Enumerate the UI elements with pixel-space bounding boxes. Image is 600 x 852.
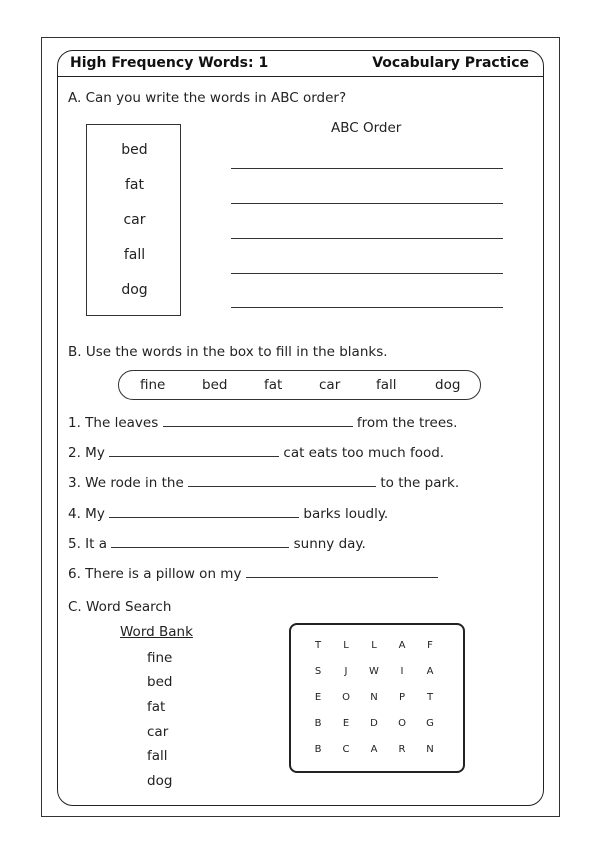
word-box-item: dog [121,282,148,298]
sentence-3: 3. We rode in the to the park. [68,475,460,491]
grid-letter[interactable]: B [314,718,322,729]
grid-letter[interactable]: N [426,744,434,755]
abc-answer-line[interactable] [231,203,503,204]
sentence-2: 2. My cat eats too much food. [68,445,445,461]
grid-letter[interactable]: E [314,692,322,703]
worksheet-subtitle: Vocabulary Practice [372,55,529,71]
choice-word: bed [202,377,228,393]
grid-letter[interactable]: R [398,744,406,755]
choice-word: car [319,377,341,393]
word-bank-title: Word Bank [120,624,193,640]
grid-letter[interactable]: F [427,640,433,651]
abc-answer-line[interactable] [231,273,503,274]
grid-letter[interactable]: N [370,692,378,703]
sentence-6: 6. There is a pillow on my [68,566,438,582]
grid-letter[interactable]: G [426,718,434,729]
fill-blank[interactable] [188,475,376,487]
section-c-title: C. Word Search [68,599,172,615]
sentence-5: 5. It a sunny day. [68,536,366,552]
word-bank-item: dog [147,773,173,789]
fill-blank[interactable] [246,566,438,578]
grid-letter[interactable]: P [398,692,406,703]
word-box-item: fat [125,177,144,193]
grid-letter[interactable]: D [370,718,378,729]
grid-letter[interactable]: I [400,666,404,677]
header-divider [57,76,544,77]
word-box-item: fall [123,247,146,263]
abc-answer-line[interactable] [231,238,503,239]
grid-letter[interactable]: B [314,744,322,755]
grid-letter[interactable]: A [398,640,406,651]
fill-blank[interactable] [163,415,353,427]
grid-letter[interactable]: L [343,640,349,651]
word-bank-item: fine [147,650,173,666]
word-box [86,124,181,316]
grid-letter[interactable]: A [426,666,434,677]
section-a-question: A. Can you write the words in ABC order? [68,90,347,106]
section-b-instruction: B. Use the words in the box to fill in the blanks. [68,344,388,360]
fill-blank[interactable] [109,506,299,518]
grid-letter[interactable]: E [342,718,350,729]
word-bank-item: fall [147,748,168,764]
choice-word: fall [376,377,397,393]
word-bank-item: fat [147,699,166,715]
word-box-item: car [123,212,146,228]
word-bank-item: car [147,724,169,740]
word-box-item: bed [121,142,148,158]
choice-word: fat [264,377,283,393]
word-choice-box [118,370,481,400]
word-bank-item: bed [147,674,173,690]
fill-blank[interactable] [111,536,289,548]
grid-letter[interactable]: T [314,640,322,651]
grid-letter[interactable]: A [370,744,378,755]
grid-letter[interactable]: S [314,666,322,677]
grid-letter[interactable]: O [398,718,406,729]
grid-letter[interactable]: O [342,692,350,703]
grid-letter[interactable]: L [371,640,377,651]
worksheet-title: High Frequency Words: 1 [70,55,269,71]
choice-word: dog [435,377,461,393]
grid-letter[interactable]: J [344,666,348,677]
abc-answer-line[interactable] [231,307,503,308]
abc-answer-line[interactable] [231,168,503,169]
fill-blank[interactable] [109,445,279,457]
sentence-4: 4. My barks loudly. [68,506,389,522]
grid-letter[interactable]: W [369,666,379,677]
abc-order-title: ABC Order [331,120,402,136]
grid-letter[interactable]: C [342,744,350,755]
word-search-grid [289,623,465,773]
grid-letter[interactable]: T [426,692,434,703]
choice-word: fine [140,377,166,393]
sentence-1: 1. The leaves from the trees. [68,415,458,431]
